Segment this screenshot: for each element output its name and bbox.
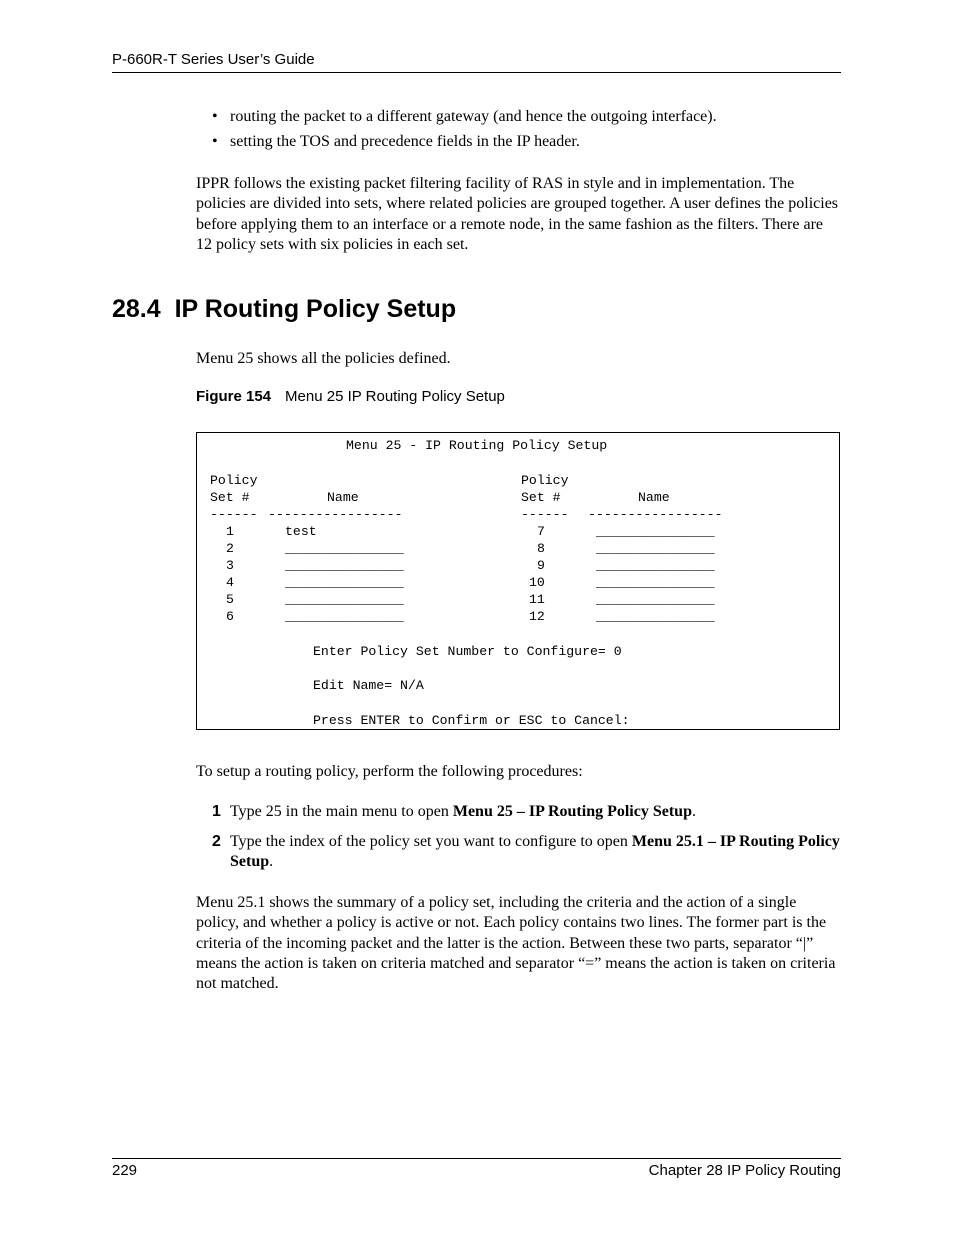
step-text: Type the index of the policy set you want to configure to open — [230, 832, 632, 850]
guide-title: P-660R-T Series User’s Guide — [112, 51, 315, 68]
bullet-item: • routing the packet to a different gateway (and hence the outgoing interface). — [212, 107, 842, 127]
figure-title: Menu 25 IP Routing Policy Setup — [285, 388, 505, 405]
summary-paragraph: Menu 25.1 shows the summary of a policy set, including the criteria and the action of a single policy, and whether a policy is active or not. Each policy contains two lines. The former part is the criteria of the incoming packet and the latter is the action. Between these two parts, separator “|” means the action is taken on criteria matched and separator “=” means the action is taken on criteria not matched. — [196, 894, 836, 993]
policy-set-name-field[interactable]: _______________ — [285, 558, 404, 573]
step-end: . — [691, 803, 696, 820]
page-number: 229 — [112, 1162, 138, 1179]
policy-set-number: 2 — [226, 541, 234, 556]
policy-set-number: 6 — [226, 609, 234, 624]
policy-set-name-field[interactable]: _______________ — [596, 609, 715, 624]
policy-set-name-field[interactable]: _______________ — [596, 592, 715, 607]
policy-set-number-prompt[interactable]: Enter Policy Set Number to Configure= 0 — [313, 644, 622, 659]
step-number: 2 — [212, 832, 221, 850]
confirm-cancel-prompt: Press ENTER to Confirm or ESC to Cancel: — [313, 713, 630, 728]
edit-name-prompt[interactable]: Edit Name= N/A — [313, 678, 424, 693]
left-col-header-name: Name — [327, 490, 359, 505]
policy-set-number: 8 — [537, 541, 545, 556]
procedure-step — [196, 802, 842, 823]
procedure-steps — [196, 802, 842, 882]
page-header — [112, 51, 841, 73]
left-col-underline-set: ------ — [210, 507, 258, 522]
page-footer — [112, 1158, 841, 1181]
policy-set-name-field[interactable]: _______________ — [285, 575, 404, 590]
policy-set-name-field[interactable]: _______________ — [596, 558, 715, 573]
right-col-underline-set: ------ — [521, 507, 569, 522]
policy-set-number: 3 — [226, 558, 234, 573]
step-text: Type 25 in the main menu to open — [230, 803, 453, 820]
intro-bullet-list — [212, 107, 842, 157]
policy-set-name-field[interactable]: _______________ — [285, 609, 404, 624]
menu-intro-text: Menu 25 shows all the policies defined. — [196, 350, 451, 367]
right-col-header-name: Name — [638, 490, 670, 505]
policy-set-name-field[interactable]: _______________ — [285, 592, 404, 607]
menu-25-terminal-screen — [196, 432, 840, 730]
figure-caption — [196, 388, 505, 405]
policy-set-number: 4 — [226, 575, 234, 590]
procedure-intro: To setup a routing policy, perform the following procedures: — [196, 763, 583, 780]
section-title: IP Routing Policy Setup — [174, 295, 457, 323]
policy-set-name-field[interactable]: _______________ — [285, 541, 404, 556]
policy-set-number: 11 — [529, 592, 545, 607]
left-col-underline-name: ----------------- — [268, 507, 403, 522]
section-heading — [112, 295, 456, 324]
step-end: . — [269, 853, 274, 870]
step-menu-name: Menu 25.1 – IP Routing Policy Setup — [230, 832, 840, 870]
procedure-step — [196, 832, 842, 873]
left-col-header-policy: Policy — [210, 473, 258, 488]
policy-set-name-field[interactable]: _______________ — [596, 541, 715, 556]
policy-set-name-field[interactable]: test — [285, 524, 317, 539]
ippr-paragraph: IPPR follows the existing packet filtering facility of RAS in style and in implementation. The policies are divided into sets, where related policies are grouped together. A user defines the policies before applying them to an interface or a remote node, in the same fashion as the filters. There are 12 policy sets with six policies in each set. — [196, 175, 839, 253]
policy-set-number: 5 — [226, 592, 234, 607]
policy-set-number: 9 — [537, 558, 545, 573]
policy-set-number: 12 — [529, 609, 545, 624]
left-col-header-set: Set # — [210, 490, 250, 505]
bullet-item: • setting the TOS and precedence fields in the IP header. — [212, 132, 842, 152]
policy-set-number: 7 — [537, 524, 545, 539]
step-menu-name: Menu 25 – IP Routing Policy Setup — [452, 803, 692, 820]
policy-set-name-field[interactable]: _______________ — [596, 524, 715, 539]
policy-set-name-field[interactable]: _______________ — [596, 575, 715, 590]
terminal-menu-title: Menu 25 - IP Routing Policy Setup — [346, 438, 608, 453]
section-number: 28.4 — [112, 295, 161, 323]
right-col-header-set: Set # — [521, 490, 561, 505]
right-col-underline-name: ----------------- — [588, 507, 723, 522]
figure-number: Figure 154 — [196, 388, 272, 405]
step-number: 1 — [212, 803, 221, 820]
chapter-title: Chapter 28 IP Policy Routing — [648, 1162, 841, 1179]
right-col-header-policy: Policy — [521, 473, 569, 488]
policy-set-number: 10 — [529, 575, 545, 590]
policy-set-number: 1 — [226, 524, 234, 539]
